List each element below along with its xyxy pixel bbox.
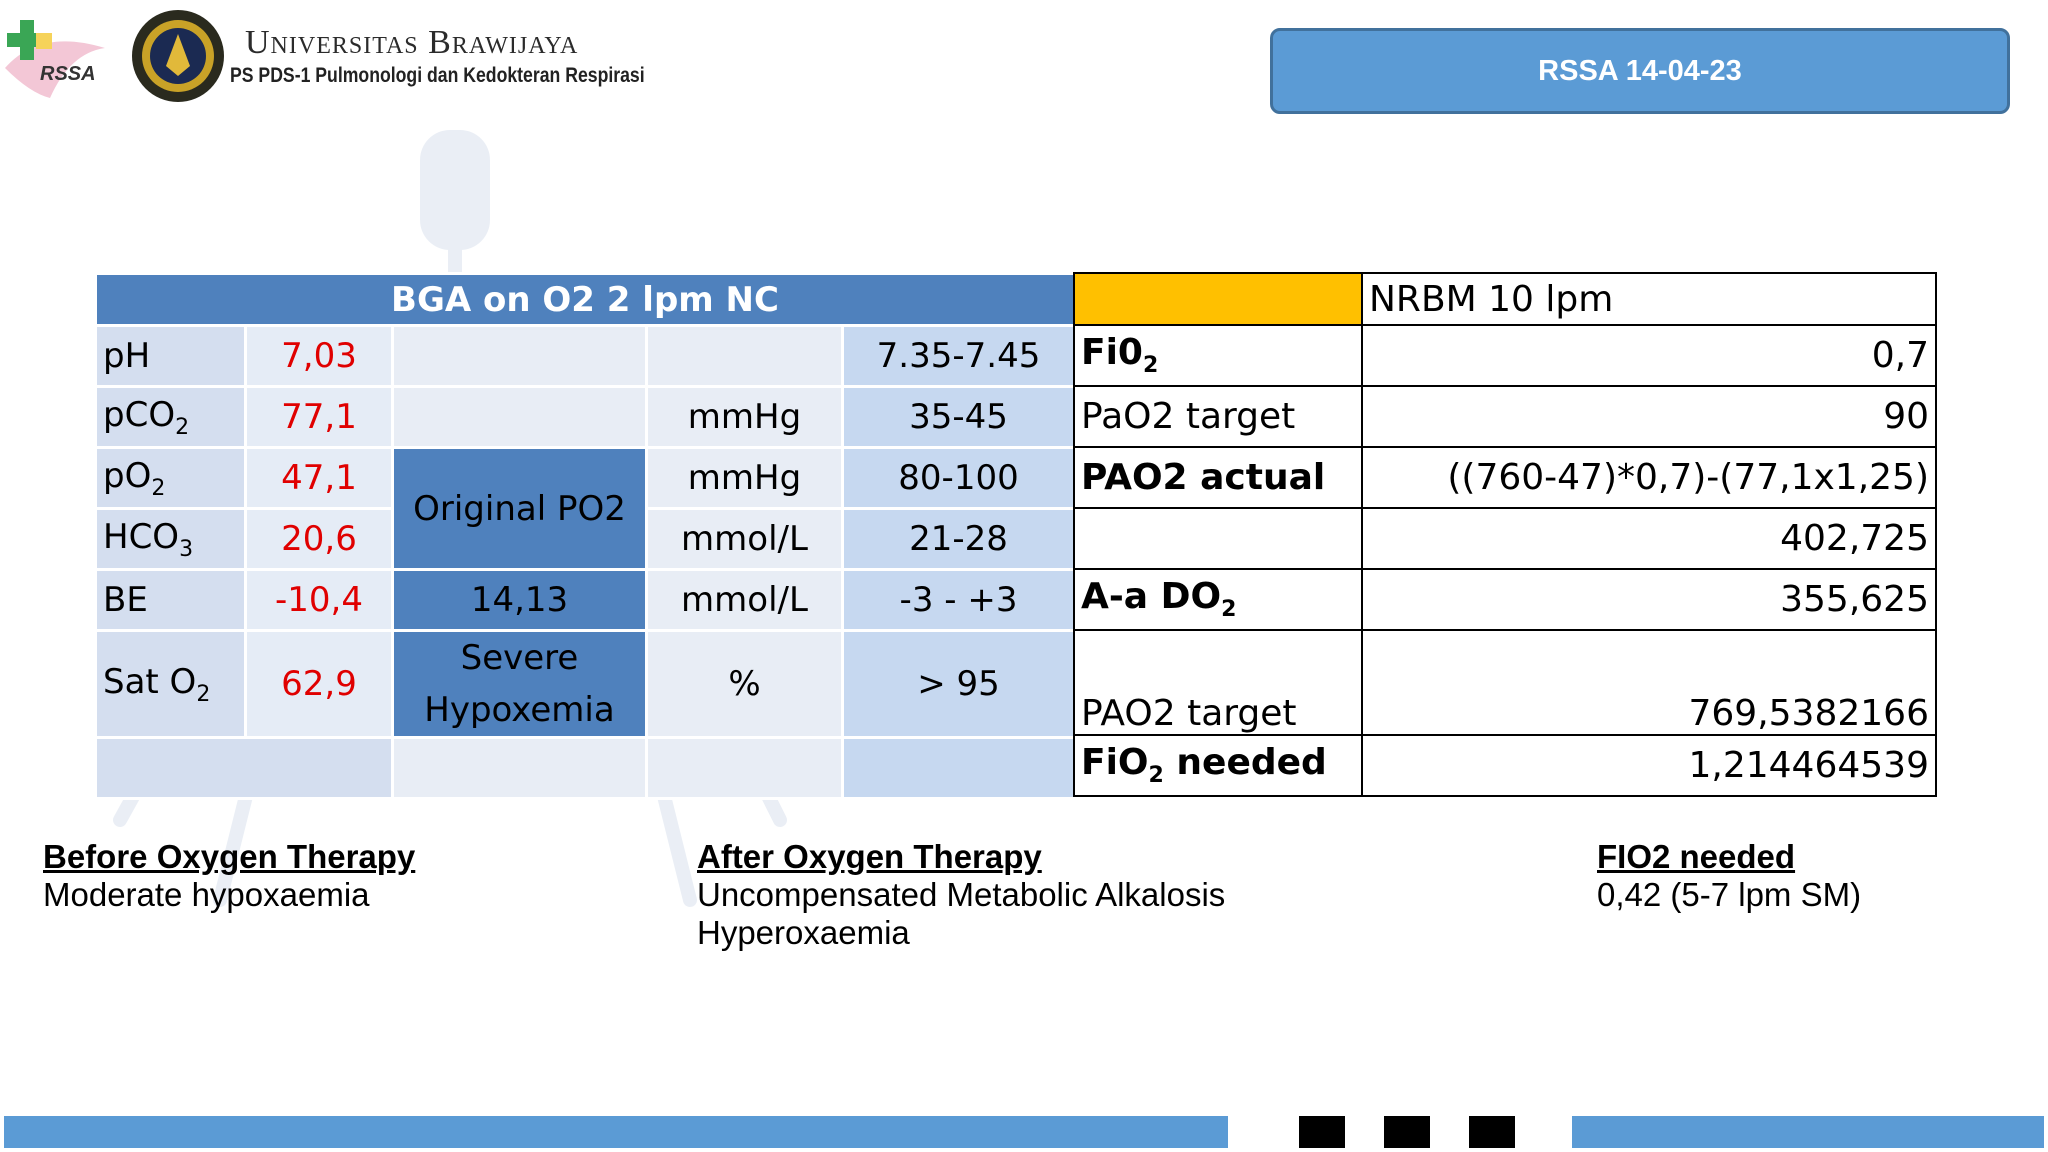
- hypoxemia-label: Severe Hypoxemia: [393, 631, 647, 738]
- param-label: $pO_2$: [96, 448, 246, 509]
- empty-cell: [393, 738, 647, 799]
- before-therapy-block: [43, 838, 415, 914]
- pao2-actual-formula: ((760-47)*0,7)-(77,1x1,25): [1362, 447, 1936, 508]
- pao2-actual-value: 402,725: [1362, 508, 1936, 569]
- param-label: $HCO_3$: [96, 509, 246, 570]
- after-therapy-title: After Oxygen Therapy: [697, 838, 1042, 875]
- title-box: [1270, 28, 2010, 114]
- after-therapy-text: Uncompensated Metabolic Alkalosis: [697, 876, 1226, 913]
- university-seal: [128, 6, 228, 106]
- before-therapy-text: Moderate hypoxaemia: [43, 876, 370, 913]
- param-value: -10,4: [246, 570, 393, 631]
- title-box-text: RSSA 14-04-23: [1538, 54, 1742, 87]
- pao2-target-value: 90: [1362, 386, 1936, 447]
- unit-cell: [647, 326, 843, 387]
- unit-cell: mmHg: [647, 387, 843, 448]
- normal-range: 7.35-7.45: [843, 326, 1075, 387]
- normal-range: -3 - +3: [843, 570, 1075, 631]
- footer-bar-right: [1572, 1116, 2044, 1148]
- highlight-cell: [1074, 273, 1362, 325]
- param-value: 20,6: [246, 509, 393, 570]
- table-row: [96, 631, 1075, 738]
- fio2-label: $Fi0_2$: [1074, 325, 1362, 386]
- after-therapy-block: [697, 838, 1225, 952]
- table-row: [96, 448, 1075, 509]
- table-row: [96, 326, 1075, 387]
- rssa-logo: [0, 8, 110, 108]
- param-value: 77,1: [246, 387, 393, 448]
- after-therapy-text: Hyperoxaemia: [697, 914, 910, 951]
- normal-range: 21-28: [843, 509, 1075, 570]
- footer-bar-left: [4, 1116, 1228, 1148]
- original-po2-label: Original PO2: [393, 448, 647, 570]
- fio2-needed-title: FIO2 needed: [1597, 838, 1796, 875]
- nav-square-1[interactable]: [1299, 1116, 1345, 1148]
- normal-range: 35-45: [843, 387, 1075, 448]
- unit-cell: mmHg: [647, 448, 843, 509]
- normal-range: 80-100: [843, 448, 1075, 509]
- table-row: [1074, 735, 1936, 796]
- empty-cell: [1074, 508, 1362, 569]
- param-value: 62,9: [246, 631, 393, 738]
- bga-table-title: BGA on O2 2 lpm NC: [96, 274, 1075, 326]
- nav-square-2[interactable]: [1384, 1116, 1430, 1148]
- original-po2-value: 14,13: [393, 570, 647, 631]
- unit-cell: %: [647, 631, 843, 738]
- fio2-needed-label: FiO$_2$ needed: [1074, 735, 1362, 796]
- oxygen-table: [1073, 272, 1937, 797]
- table-row: [1074, 447, 1936, 508]
- aa-do2-label: A-a $DO_2$: [1074, 569, 1362, 630]
- empty-cell: [393, 387, 647, 448]
- aa-do2-value: 355,625: [1362, 569, 1936, 630]
- empty-cell: [393, 326, 647, 387]
- param-value: 7,03: [246, 326, 393, 387]
- empty-cell: [843, 738, 1075, 799]
- empty-cell: [647, 738, 843, 799]
- param-label: pH: [96, 326, 246, 387]
- empty-cell: [96, 738, 393, 799]
- fio2-needed-text: 0,42 (5-7 lpm SM): [1597, 876, 1862, 913]
- table-row: [1074, 569, 1936, 630]
- nav-square-3[interactable]: [1469, 1116, 1515, 1148]
- param-label: pCO$_2$: [96, 387, 246, 448]
- unit-cell: mmol/L: [647, 509, 843, 570]
- table-row: [1074, 325, 1936, 386]
- param-label: Sat $O_2$: [96, 631, 246, 738]
- pao2-target-label: PaO2 target: [1074, 386, 1362, 447]
- university-name: Universitas Brawijaya: [245, 24, 579, 61]
- table-row: [96, 738, 1075, 799]
- svg-text:RSSA: RSSA: [40, 63, 96, 85]
- normal-range: > 95: [843, 631, 1075, 738]
- bga-table: [94, 272, 1076, 800]
- pao2-actual-label: PAO2 actual: [1074, 447, 1362, 508]
- table-row: [1074, 508, 1936, 569]
- program-name: PS PDS-1 Pulmonologi dan Kedokteran Respirasi: [230, 64, 645, 87]
- pao2-target2-label: PAO2 target: [1074, 630, 1362, 735]
- param-value: 47,1: [246, 448, 393, 509]
- table-row: [96, 387, 1075, 448]
- table-row: [1074, 386, 1936, 447]
- pao2-target2-value: 769,5382166: [1362, 630, 1936, 735]
- table-row: [1074, 630, 1936, 735]
- param-label: BE: [96, 570, 246, 631]
- before-therapy-title: Before Oxygen Therapy: [43, 838, 416, 875]
- fio2-needed-block: [1597, 838, 1861, 914]
- table-row: [96, 570, 1075, 631]
- unit-cell: mmol/L: [647, 570, 843, 631]
- fio2-needed-value: 1,214464539: [1362, 735, 1936, 796]
- nrbm-header: NRBM 10 lpm: [1362, 273, 1936, 325]
- fio2-value: 0,7: [1362, 325, 1936, 386]
